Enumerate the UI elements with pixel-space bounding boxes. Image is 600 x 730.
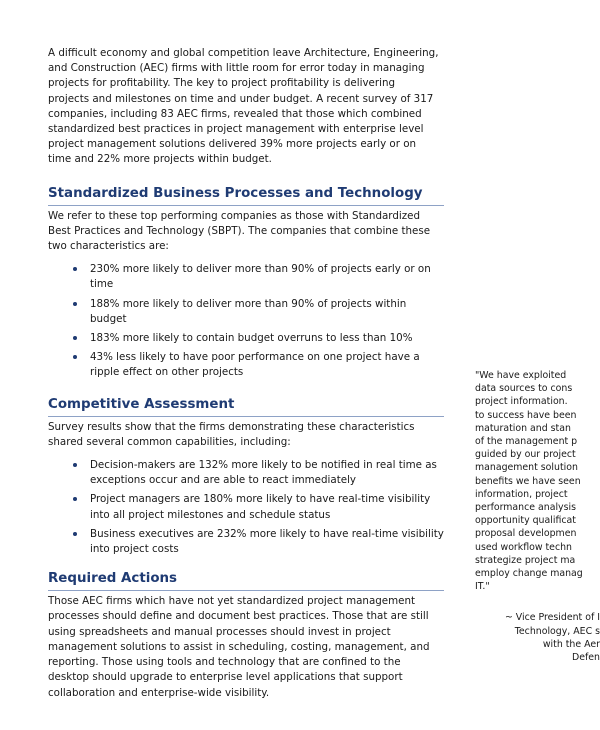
bullet-icon — [73, 302, 77, 306]
intro-paragraph: A difficult economy and global competition leave Architecture, Engineering, and Construction (AEC) firms with little room for error today in managing projects for profitability. The key to project profitability is delivering projects and milestones on time and under budget. A recent survey of 317 companies, including 83 AEC firms, revealed that those which combined standardized best practices in project management with enterprise level project management solutions delivered 39% more projects early or on time and 22% more projects within budget. — [48, 47, 439, 166]
list-item: 230% more likely to deliver more than 90% of projects early or on time — [48, 262, 444, 292]
sidebar-quote-box — [475, 369, 600, 664]
section-heading-competitive: Competitive Assessment — [48, 396, 444, 417]
list-item: Decision-makers are 132% more likely to be notified in real time as exceptions occur and are able to react immediately — [48, 458, 444, 488]
bullet-icon — [73, 463, 77, 467]
sidebar-quote: "We have exploited data sources to cons project information. to success have been maturation and stan of the management p guided by our project management solution benefits we have seen information, project performance analysis opportunity qualificat proposal developmen used workflow techn strategize project ma employ change manag IT." — [475, 370, 583, 593]
bullet-icon — [73, 336, 77, 340]
list-item: 188% more likely to deliver more than 90% of projects within budget — [48, 297, 444, 327]
list-item: 43% less likely to have poor performance on one project have a ripple effect on other projects — [48, 350, 444, 380]
bullet-list-standardized — [48, 262, 444, 380]
section-body-required: Those AEC firms which have not yet standardized project management processes should define and document best practices. Those that are still using spreadsheets and manual processes should invest in project management solutions to assist in scheduling, costing, management, and reporting. Those using tools and technology that are confined to the desktop should upgrade to enterprise level applications that support collaboration and enterprise-wide visibility. — [48, 595, 430, 699]
bullet-list-competitive — [48, 458, 444, 557]
list-item: Project managers are 180% more likely to have real-time visibility into all project milestones and schedule status — [48, 492, 444, 522]
bullet-icon — [73, 532, 77, 536]
bullet-icon — [73, 355, 77, 359]
section-body-standardized: We refer to these top performing companies as those with Standardized Best Practices and Technology (SBPT). The companies that combine these two characteristics are: — [48, 209, 431, 253]
section-heading-required: Required Actions — [48, 570, 444, 591]
list-item: Business executives are 232% more likely to have real-time visibility into project costs — [48, 527, 444, 557]
section-heading-standardized: Standardized Business Processes and Technology — [48, 185, 444, 206]
section-body-competitive: Survey results show that the firms demonstrating these characteristics shared several common capabilities, including: — [48, 420, 415, 448]
bullet-icon — [73, 497, 77, 501]
main-column — [48, 46, 444, 701]
list-item: 183% more likely to contain budget overruns to less than 10% — [48, 331, 444, 346]
bullet-icon — [73, 267, 77, 271]
sidebar-attribution: ~ Vice President of I Technology, AEC s with the Aer Defen — [504, 612, 600, 664]
